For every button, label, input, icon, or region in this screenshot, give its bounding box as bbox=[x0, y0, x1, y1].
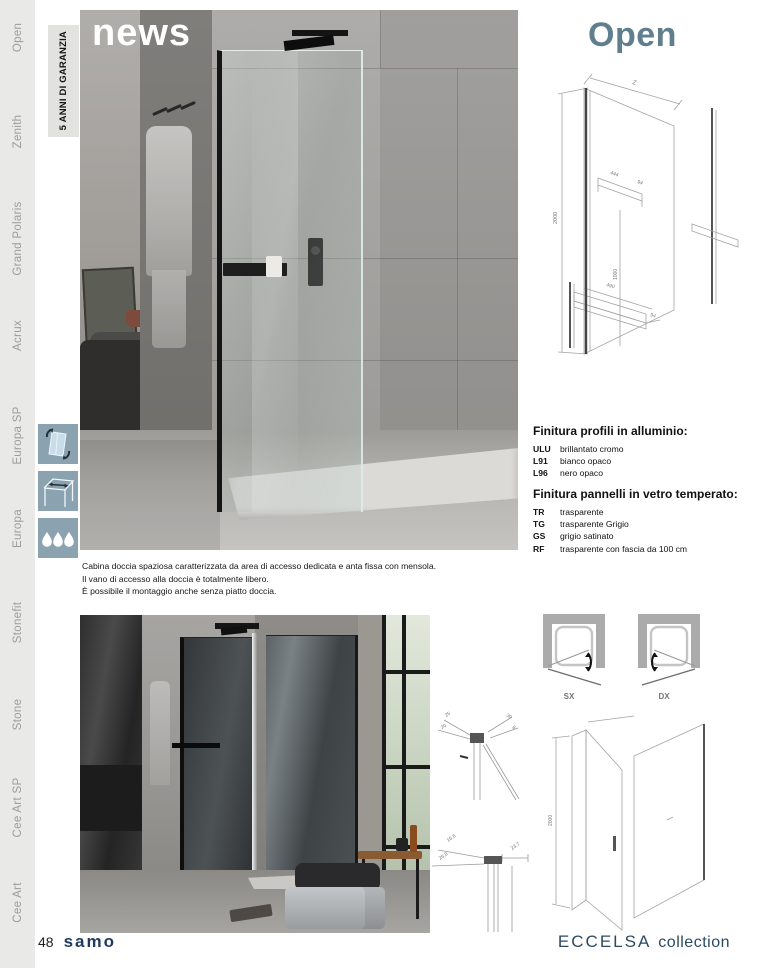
reversible-panel-icon bbox=[38, 424, 78, 464]
samo-logo: samo bbox=[63, 932, 116, 951]
water-drops-icon bbox=[38, 518, 78, 558]
sidebar-item-stone[interactable]: Stone bbox=[11, 698, 24, 731]
finish-row bbox=[533, 543, 755, 555]
sidebar-item-stonefit[interactable]: Stonefit bbox=[11, 601, 24, 644]
finish-desc: grigio satinato bbox=[560, 531, 614, 542]
dim-label: 25 bbox=[444, 711, 452, 719]
door-handle bbox=[613, 836, 616, 851]
plan-view-dx bbox=[638, 614, 700, 685]
toiletry-bottle bbox=[410, 825, 417, 852]
finish-desc: trasparente bbox=[560, 507, 604, 517]
window-mullion bbox=[382, 765, 430, 769]
wooden-stool bbox=[358, 851, 422, 859]
collection-name: ECCELSA bbox=[557, 932, 652, 951]
dim-label-h1: 2000 bbox=[553, 211, 559, 224]
section-detail-top bbox=[430, 704, 522, 802]
toiletry-jar bbox=[396, 838, 408, 851]
finish-code: L96 bbox=[533, 468, 548, 479]
sidebar-item-zenith[interactable]: Zenith bbox=[11, 114, 24, 149]
sidebar-item-europa-sp[interactable]: Europa SP bbox=[11, 406, 24, 465]
photo-bathrobe-lower bbox=[152, 270, 186, 348]
finish-code: TG bbox=[533, 519, 545, 530]
photo-right-wall bbox=[358, 615, 382, 877]
tile-joint bbox=[457, 68, 458, 430]
sidebar-item-acrux[interactable]: Acrux bbox=[11, 320, 24, 351]
dim-label: 16.6 bbox=[445, 833, 458, 844]
finish-desc: trasparente Grigio bbox=[560, 519, 629, 530]
smoked-glass-fixed-panel bbox=[266, 635, 358, 875]
photo-towel bbox=[150, 681, 170, 785]
page-number: 48 bbox=[38, 934, 54, 950]
footer-right bbox=[558, 932, 730, 952]
tile-joint bbox=[380, 10, 381, 68]
finish-desc: trasparente con fascia da 100 cm bbox=[560, 543, 688, 554]
glass-reflection bbox=[252, 51, 298, 512]
sidebar-item-europa[interactable]: Europa bbox=[11, 509, 24, 548]
dim-label-d3: 1000 bbox=[613, 268, 619, 280]
finish-row bbox=[533, 518, 755, 530]
dim-label-d4: 490 bbox=[605, 282, 616, 291]
tech-drawing-panel-shelf bbox=[540, 52, 759, 417]
dim-label: 23.7 bbox=[509, 841, 522, 852]
finish-code: TR bbox=[533, 507, 545, 517]
dim-label: 2000 bbox=[548, 814, 554, 826]
warranty-badge: 5 ANNI DI GARANZIA bbox=[48, 25, 79, 137]
tech-drawing-door bbox=[542, 708, 722, 934]
glass-finishes-list bbox=[533, 487, 755, 555]
finish-row bbox=[533, 506, 755, 518]
page-title: Open bbox=[588, 16, 677, 54]
sidebar-item-cee-art-sp[interactable]: Cee Art SP bbox=[11, 777, 24, 838]
page-footer bbox=[38, 932, 730, 952]
finish-row bbox=[533, 467, 755, 479]
plan-label-sx: SX bbox=[563, 692, 575, 701]
glass-panel bbox=[217, 50, 363, 512]
stool-leg bbox=[416, 857, 419, 919]
finish-desc: brillantato cromo bbox=[560, 444, 624, 454]
glass-finishes-heading: Finitura pannelli in vetro temperato: bbox=[533, 487, 738, 501]
finish-row bbox=[533, 530, 755, 542]
towel-bar bbox=[172, 743, 220, 748]
secondary-photo-shower bbox=[80, 615, 430, 933]
plan-label-dx: DX bbox=[658, 692, 670, 701]
finish-desc: bianco opaco bbox=[560, 456, 612, 467]
sidebar-item-open[interactable]: Open bbox=[11, 22, 24, 53]
shower-arm bbox=[292, 30, 348, 36]
soap-dispenser bbox=[266, 256, 282, 277]
caption-line: Il vano di accesso alla doccia è totalmente libero. bbox=[82, 573, 269, 584]
dim-label-d1: 444 bbox=[609, 170, 620, 179]
plan-view-diagrams bbox=[543, 610, 713, 705]
photo-bathrobe bbox=[146, 126, 192, 276]
photo-floor-shadow bbox=[80, 440, 220, 550]
hero-photo-shower bbox=[80, 10, 518, 550]
smoked-glass-door bbox=[180, 637, 252, 883]
finish-code: GS bbox=[533, 531, 546, 542]
window-mullion bbox=[382, 670, 430, 674]
dim-label-z: Z bbox=[631, 79, 638, 88]
rain-shower-head bbox=[215, 623, 259, 629]
finish-code: ULU bbox=[533, 444, 551, 454]
news-label: news bbox=[92, 12, 192, 54]
caption-line: Cabina doccia spaziosa caratterizzata da area di accesso dedicata e anta fissa con mensola. bbox=[82, 561, 436, 571]
photo-caption bbox=[82, 560, 527, 598]
dim-label: 20 bbox=[440, 723, 448, 731]
width-adjustable-icon bbox=[38, 471, 78, 511]
photo-bed-reflection bbox=[80, 765, 142, 831]
sidebar-item-cee-art[interactable]: Cee Art bbox=[11, 882, 24, 923]
profile-finishes-list bbox=[533, 424, 755, 480]
section-detail-bottom bbox=[428, 828, 532, 932]
dim-label: 26.8 bbox=[437, 851, 450, 862]
finish-code: RF bbox=[533, 543, 545, 554]
suitcase bbox=[285, 887, 385, 929]
series-index-sidebar bbox=[0, 0, 35, 968]
dim-label: 39 bbox=[504, 713, 513, 721]
plan-view-sx bbox=[543, 614, 605, 685]
photo-tiled-wall-right bbox=[380, 10, 518, 448]
profile-finishes-heading: Finitura profili in alluminio: bbox=[533, 424, 688, 438]
dim-label: 8 bbox=[510, 725, 516, 732]
footer-left bbox=[38, 932, 116, 952]
finish-code: L91 bbox=[533, 456, 548, 467]
collection-suffix: collection bbox=[658, 934, 730, 951]
chrome-profile-post bbox=[252, 633, 257, 885]
sidebar-item-grand-polaris[interactable]: Grand Polaris bbox=[11, 201, 24, 276]
dim-label-d2: 94 bbox=[636, 179, 644, 187]
finish-desc: nero opaco bbox=[560, 468, 604, 479]
finish-row bbox=[533, 455, 755, 467]
dim-label-d5: 94 bbox=[649, 312, 657, 320]
finish-row bbox=[533, 443, 755, 455]
caption-line: È possibile il montaggio anche senza piatto doccia. bbox=[82, 586, 277, 597]
